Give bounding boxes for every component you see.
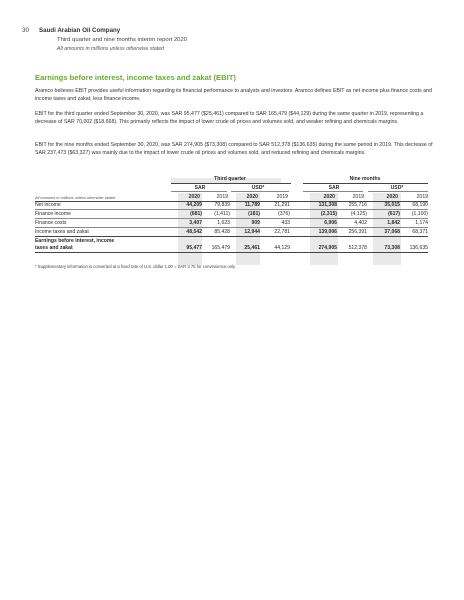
rule: [171, 183, 291, 184]
table-cell: 433: [281, 220, 290, 226]
table-cell: 274,905: [318, 245, 337, 251]
year-header: 2020: [188, 194, 200, 200]
table-cell: (617): [388, 211, 400, 217]
page-number: 30: [22, 27, 29, 34]
table-cell: 25,461: [244, 245, 260, 251]
table-cell: 68,190: [412, 202, 428, 208]
table-cell: 21,291: [274, 202, 290, 208]
row-label: Finance income: [35, 211, 71, 217]
table-cell: 68,371: [412, 229, 428, 235]
table-cell: 1,174: [415, 220, 428, 226]
year-header: 2020: [323, 194, 335, 200]
currency-header: SAR: [194, 185, 206, 191]
row-label: Net income: [35, 202, 61, 208]
table-cell: 95,477: [186, 245, 202, 251]
row-label: Income taxes and zakat: [35, 229, 89, 235]
year-header: 2020: [246, 194, 258, 200]
currency-header: SAR: [328, 185, 340, 191]
table-amounts-note: All amounts in millions unless otherwise stated: [35, 195, 116, 200]
table-cell: 136,635: [409, 245, 428, 251]
table-cell: 37,068: [384, 229, 400, 235]
table-cell: (681): [190, 211, 202, 217]
table-footnote: * Supplementary information is converted at a fixed rate of U.S. dollar 1.00 = SAR 3.75 for convenience only.: [35, 264, 236, 269]
table-cell: 512,378: [348, 245, 367, 251]
table-cell: 139,006: [318, 229, 337, 235]
total-label-line1: Earnings before interest, income: [35, 238, 115, 244]
currency-header: USD*: [251, 185, 265, 191]
table-cell: 73,308: [384, 245, 400, 251]
section-title: Earnings before interest, income taxes and zakat (EBIT): [35, 73, 236, 82]
row-label: Finance costs: [35, 220, 67, 226]
year-header: 2019: [352, 194, 364, 200]
table-cell: 1,842: [387, 220, 400, 226]
currency-header: USD*: [390, 185, 404, 191]
table-cell: 85,428: [214, 229, 230, 235]
table-cell: (1,411): [214, 211, 230, 217]
year-header: 2019: [416, 194, 428, 200]
table-cell: 3,407: [189, 220, 202, 226]
report-title: Third quarter and nine months interim report 2020: [57, 37, 187, 43]
paragraph: EBIT for the nine months ended September 30, 2020, was SAR 274,905 ($73,308) compared to SAR 512,378 ($136,635) during the same period in 2019. This decrease of SAR 237,473 ($63,327) was mainly due to the impact of lower crude oil prices and volumes sold, and reduced refining and chemicals margins.: [35, 142, 433, 156]
total-label-line2: taxes and zakat: [35, 245, 73, 251]
table-cell: (2,315): [320, 211, 337, 217]
table-cell: 44,209: [186, 202, 202, 208]
paragraph: Aramco believes EBIT provides useful information regarding its financial performance to analysts and investors. Aramco defines EBIT as net income plus finance costs and income taxes and zakat, less finance income.: [35, 88, 432, 102]
table-cell: 44,129: [274, 245, 290, 251]
table-cell: 11,789: [244, 202, 260, 208]
year-header: 2019: [216, 194, 228, 200]
table-cell: 909: [251, 220, 260, 226]
table-cell: 4,402: [354, 220, 367, 226]
table-cell: 1,623: [217, 220, 230, 226]
table-cell: 131,308: [318, 202, 337, 208]
table-cell: (1,100): [411, 211, 428, 217]
table-cell: 6,906: [324, 220, 337, 226]
company-name: Saudi Arabian Oil Company: [39, 27, 121, 34]
amounts-note: All amounts in millions unless otherwise stated: [57, 46, 164, 52]
year-header: 2019: [276, 194, 288, 200]
paragraph: EBIT for the third quarter ended September 30, 2020, was SAR 95,477 ($25,461) compared to SAR 165,479 ($44,129) during the same quarter in 2019, representing a decrease of SAR 70,002 ($18,668). This primarily reflects the impact of lower crude oil prices and volumes sold, and weaker refining and chemicals margins.: [35, 111, 424, 125]
period-header-nine-months: Nine months: [349, 176, 381, 182]
table-cell: 165,479: [211, 245, 230, 251]
table-cell: 255,716: [348, 202, 367, 208]
table-cell: 12,944: [244, 229, 260, 235]
table-cell: (376): [278, 211, 290, 217]
table-cell: (4,125): [350, 211, 367, 217]
year-header: 2020: [386, 194, 398, 200]
table-cell: 79,839: [214, 202, 230, 208]
rule: [303, 183, 428, 184]
table-cell: 48,542: [186, 229, 202, 235]
ebit-table: [35, 178, 428, 268]
table-cell: 22,781: [274, 229, 290, 235]
table-cell: 35,015: [384, 202, 400, 208]
period-header-third-quarter: Third quarter: [214, 176, 246, 182]
table-cell: 256,391: [348, 229, 367, 235]
table-cell: (181): [248, 211, 260, 217]
